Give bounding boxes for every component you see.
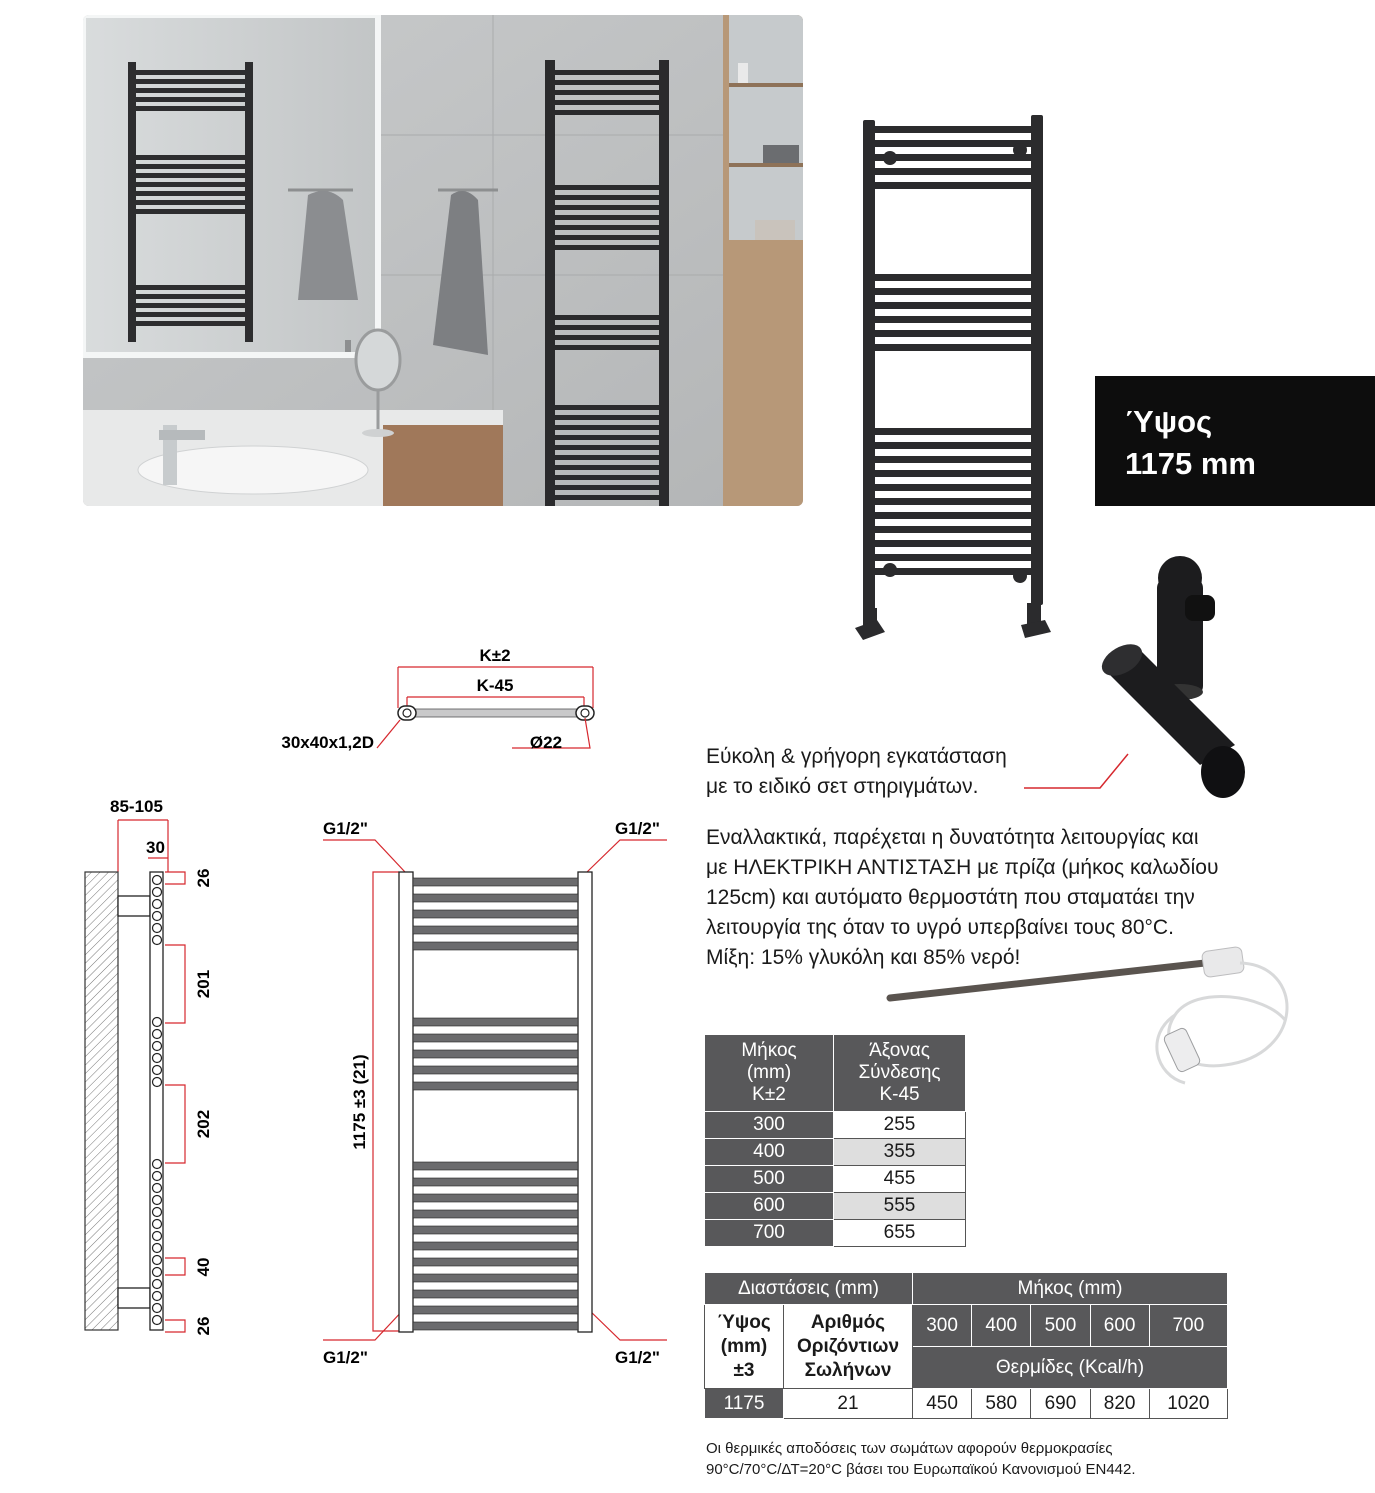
- front-view-drawing: [315, 810, 675, 1370]
- g-top-right: G1/2": [615, 819, 660, 838]
- install-leader-line: [1020, 750, 1130, 795]
- table-row: 700 655: [705, 1220, 966, 1247]
- table-row: 400 355: [705, 1139, 966, 1166]
- t2-calories-header: Θερμίδες (Kcal/h): [913, 1347, 1228, 1389]
- electric-heater-text: Εναλλακτικά, παρέχεται η δυνατότητα λειτουργίας και με ΗΛΕΚΤΡΙΚΗ ΑΝΤΙΣΤΑΣΗ με πρίζα (μήκος καλωδίου 125cm) και αυτόματο θερμοστάτη που σταματάει την λειτουργία της όταν το υγρό υπερβαίνει τους 80°C. Μίξη: 15% γλυκόλη και 85% νερό!: [706, 826, 1219, 969]
- height-value: 1175 mm: [1125, 446, 1256, 481]
- thermal-output-table: Διαστάσεις (mm) Μήκος (mm) Ύψος (mm) ±3 Αριθμός Οριζόντιων Σωλήνων 300 400 500 600 700 Θερμίδες (Kcal/h) 1175 21 450 580 690 820 1020: [704, 1272, 1228, 1419]
- table-row: 1175 21 450 580 690 820 1020: [705, 1389, 1228, 1419]
- g-bottom-right: G1/2": [615, 1348, 660, 1367]
- t2-length-header: Μήκος (mm): [913, 1273, 1228, 1305]
- offset-label: 30: [146, 838, 165, 857]
- front-height-label: 1175 ±3 (21): [350, 1054, 369, 1150]
- top-k45-label: K-45: [476, 676, 514, 695]
- length-axis-table: [704, 1034, 966, 1247]
- table-row: 300 255: [705, 1112, 966, 1139]
- t2-dims-header: Διαστάσεις (mm): [705, 1273, 913, 1305]
- table-row: 600 555: [705, 1193, 966, 1220]
- t1-header-axis: Άξονας Σύνδεσης K-45: [834, 1035, 966, 1112]
- dim-201: 201: [194, 969, 213, 999]
- dim-202: 202: [194, 1109, 213, 1139]
- dim-26-bottom: 26: [194, 1316, 213, 1336]
- top-view-drawing: [250, 640, 610, 760]
- install-text: Εύκολη & γρήγορη εγκατάσταση με το ειδικό σετ στηριγμάτων.: [706, 745, 1007, 798]
- g-bottom-left: G1/2": [323, 1348, 368, 1367]
- tube-size-label: 30x40x1,2D: [281, 733, 374, 752]
- top-k2-label: K±2: [479, 646, 511, 665]
- side-view-drawing: [80, 790, 240, 1350]
- depth-label: 85-105: [110, 797, 163, 816]
- table-row: 500 455: [705, 1166, 966, 1193]
- radiator-product-image: [855, 110, 1055, 645]
- thermal-note: Οι θερμικές αποδόσεις των σωμάτων αφορούν θερμοκρασίες 90°C/70°C/ΔΤ=20°C βάσει του Ευρωπαϊκού Κανονισμού EN442.: [706, 1440, 1136, 1478]
- t2-height-header: Ύψος (mm) ±3: [705, 1305, 784, 1389]
- height-badge: [1095, 376, 1375, 506]
- g-top-left: G1/2": [323, 819, 368, 838]
- dim-40: 40: [194, 1257, 213, 1277]
- t2-tubes-header: Αριθμός Οριζόντιων Σωλήνων: [784, 1305, 913, 1389]
- dim-26-top: 26: [194, 868, 213, 888]
- bathroom-photo: [83, 15, 803, 506]
- height-label: Ύψος: [1125, 404, 1213, 439]
- t1-header-length: Μήκος (mm) K±2: [705, 1035, 834, 1112]
- diameter-label: Ø22: [529, 733, 563, 752]
